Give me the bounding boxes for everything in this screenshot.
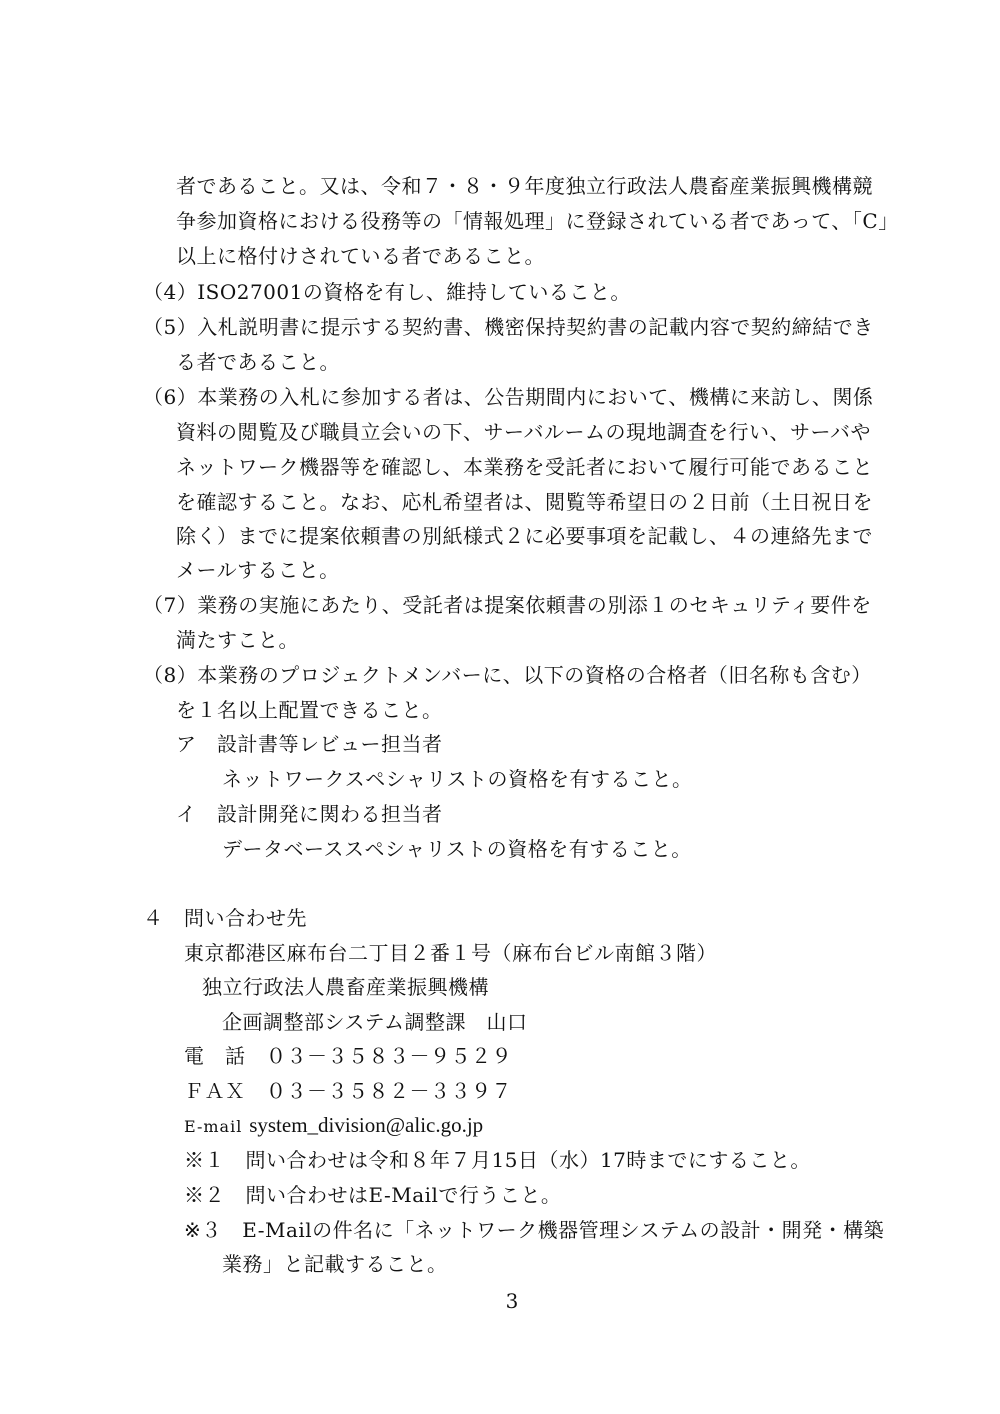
paragraph-line: 除く）までに提案依頼書の別紙様式２に必要事項を記載し、４の連絡先まで (176, 524, 873, 548)
contact-email-row (184, 1111, 483, 1141)
sub-item-i-desc: データベーススペシャリストの資格を有すること。 (222, 837, 692, 861)
condition-item-7: （7）業務の実施にあたり、受託者は提案依頼書の別添１のセキュリティ要件を (143, 593, 872, 617)
email-address-link[interactable]: system_division@alic.go.jp (249, 1113, 484, 1137)
page-number: 3 (505, 1289, 519, 1313)
paragraph-line: 者であること。又は、令和７・８・９年度独立行政法人農畜産業振興機構競 (176, 174, 873, 198)
sub-item-a-desc: ネットワークスペシャリストの資格を有すること。 (222, 767, 693, 791)
paragraph-line: メールすること。 (176, 558, 340, 582)
sub-item-a-label: ア 設計書等レビュー担当者 (176, 732, 443, 756)
section-heading-contact: ４ 問い合わせ先 (143, 906, 307, 930)
contact-phone: 電 話 ０３－３５８３－９５２９ (184, 1044, 512, 1068)
paragraph-line: 争参加資格における役務等の「情報処理」に登録されている者であって、「C」 (176, 209, 899, 233)
paragraph-line: を１名以上配置できること。 (176, 698, 443, 722)
paragraph-line: 以上に格付けされている者であること。 (176, 244, 545, 268)
paragraph-line: ネットワーク機器等を確認し、本業務を受託者において履行可能であること (176, 455, 873, 479)
contact-fax: ＦＡＸ ０３－３５８２－３３９７ (184, 1079, 512, 1103)
note-1: ※１ 問い合わせは令和８年７月15日（水）17時までにすること。 (184, 1148, 811, 1172)
condition-item-8: （8）本業務のプロジェクトメンバーに、以下の資格の合格者（旧名称も含む） (143, 663, 872, 687)
condition-item-6: （6）本業務の入札に参加する者は、公告期間内において、機構に来訪し、関係 (143, 385, 874, 409)
contact-department: 企画調整部システム調整課 山口 (222, 1010, 528, 1034)
note-2: ※２ 問い合わせはE-Mailで行うこと。 (184, 1183, 562, 1207)
paragraph-line: る者であること。 (176, 350, 340, 374)
condition-item-4: （4）ISO27001の資格を有し、維持していること。 (143, 280, 631, 304)
email-label: E-mail (184, 1117, 243, 1136)
contact-address: 東京都港区麻布台二丁目２番１号（麻布台ビル南館３階） (184, 941, 717, 965)
paragraph-line: 業務」と記載すること。 (222, 1252, 448, 1276)
paragraph-line: 満たすこと。 (176, 628, 299, 652)
contact-organization: 独立行政法人農畜産業振興機構 (202, 975, 489, 999)
paragraph-line: 資料の閲覧及び職員立会いの下、サーバルームの現地調査を行い、サーバや (176, 420, 871, 444)
note-3: ※３ E-Mailの件名に「ネットワーク機器管理システムの設計・開発・構築 (184, 1218, 885, 1242)
paragraph-line: を確認すること。なお、応札希望者は、閲覧等希望日の２日前（土日祝日を (176, 490, 873, 514)
condition-item-5: （5）入札説明書に提示する契約書、機密保持契約書の記載内容で契約締結でき (143, 315, 874, 339)
sub-item-i-label: イ 設計開発に関わる担当者 (176, 802, 443, 826)
